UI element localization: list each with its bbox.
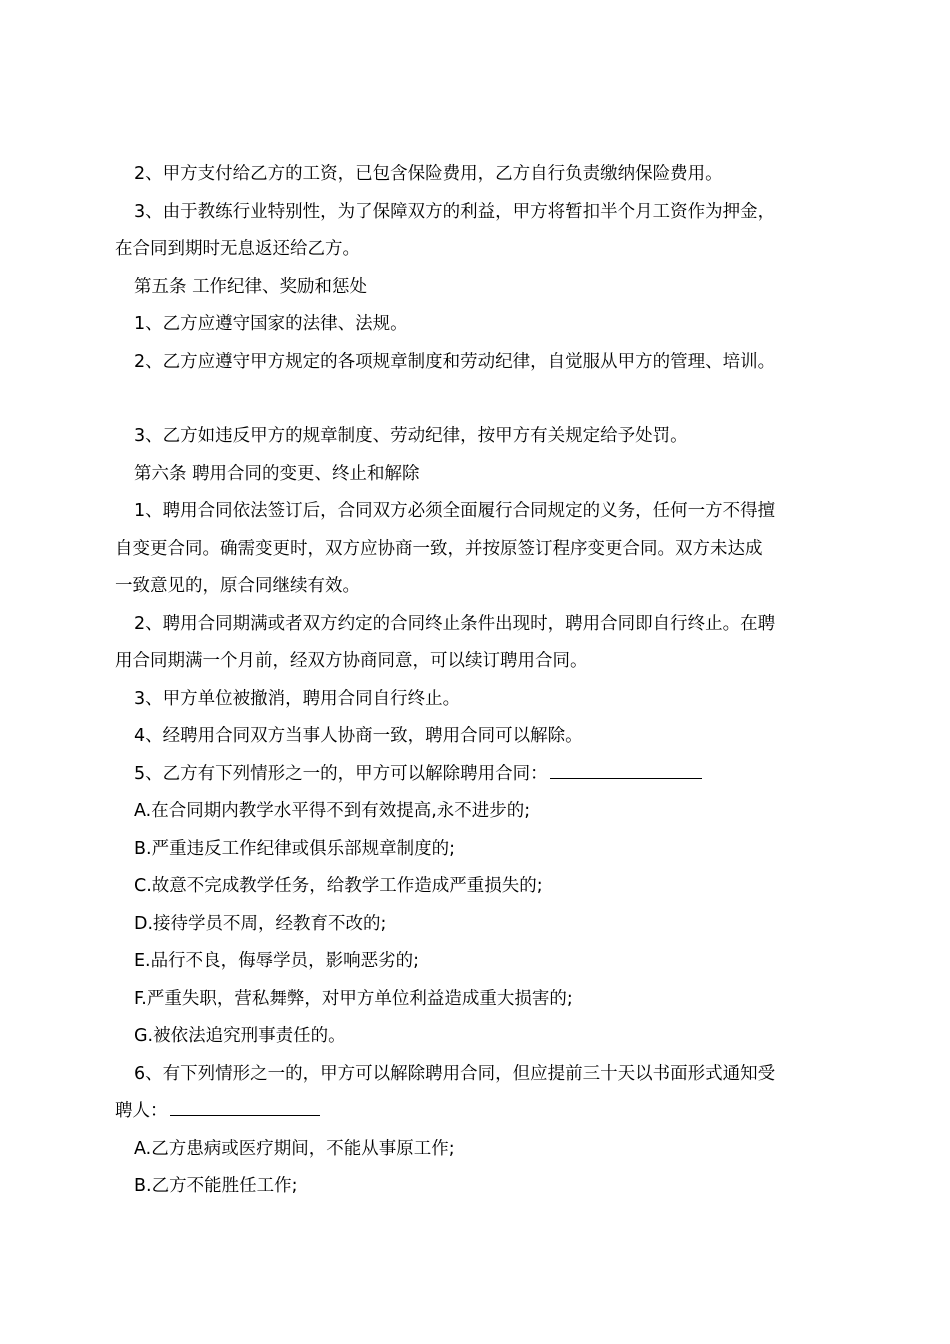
list-item-e: E.品行不良，侮辱学员，影响恶劣的; <box>134 951 420 971</box>
list-item-b: B.严重违反工作纪律或俱乐部规章制度的; <box>134 838 455 859</box>
paragraph-line: 一致意见的，原合同继续有效。 <box>115 576 360 596</box>
paragraph-line: 在合同到期时无息返还给乙方。 <box>115 239 360 259</box>
paragraph-clause-6-item-3: 3、甲方单位被撤消，聘用合同自行终止。 <box>134 688 461 709</box>
paragraph-clause-6-item-5 <box>115 756 837 794</box>
paragraph-text: 聘人： <box>115 1101 168 1121</box>
paragraph-text: 5、乙方有下列情形之一的，甲方可以解除聘用合同： <box>134 763 548 784</box>
list-item-a: A.乙方患病或医疗期间，不能从事原工作; <box>134 1138 455 1159</box>
paragraph-clause-5-item-2: 2、乙方应遵守甲方规定的各项规章制度和劳动纪律，自觉服从甲方的管理、培训。 <box>134 351 776 372</box>
list-item-g: G.被依法追究刑事责任的。 <box>134 1026 346 1046</box>
paragraph-line: 3、由于教练行业特别性，为了保障双方的利益，甲方将暂扣半个月工资作为押金， <box>134 201 776 222</box>
paragraph-line: 用合同期满一个月前，经双方协商同意，可以续订聘用合同。 <box>115 651 588 671</box>
paragraph-line <box>115 1093 837 1131</box>
paragraph-clause-6-item-1 <box>115 493 837 606</box>
paragraph-line: 自变更合同。确需变更时，双方应协商一致，并按原签订程序变更合同。双方未达成 <box>115 538 763 559</box>
list-item-b: B.乙方不能胜任工作; <box>134 1176 298 1196</box>
paragraph-line: 6、有下列情形之一的，甲方可以解除聘用合同，但应提前三十天以书面形式通知受 <box>134 1063 776 1084</box>
section-heading-article-6: 第六条 聘用合同的变更、终止和解除 <box>134 463 420 484</box>
fill-in-blank[interactable] <box>550 758 702 778</box>
paragraph-clause-6-item-6 <box>115 1056 837 1131</box>
paragraph-clause-5-item-3: 3、乙方如违反甲方的规章制度、劳动纪律，按甲方有关规定给予处罚。 <box>134 426 688 446</box>
section-heading-article-5: 第五条 工作纪律、奖励和惩处 <box>134 276 368 297</box>
paragraph-clause-4-item-3 <box>115 194 837 269</box>
list-item-f: F.严重失职，营私舞弊，对甲方单位利益造成重大损害的; <box>134 988 573 1009</box>
list-item-c: C.故意不完成教学任务，给教学工作造成严重损失的; <box>134 876 543 896</box>
paragraph-line: 2、聘用合同期满或者双方约定的合同终止条件出现时，聘用合同即自行终止。在聘 <box>134 613 776 634</box>
list-item-d: D.接待学员不周，经教育不改的; <box>134 913 387 934</box>
fill-in-blank[interactable] <box>170 1096 320 1116</box>
list-item-a: A.在合同期内教学水平得不到有效提高,永不进步的; <box>134 801 531 821</box>
paragraph-clause-6-item-4: 4、经聘用合同双方当事人协商一致，聘用合同可以解除。 <box>134 726 583 746</box>
document-body <box>115 156 837 1206</box>
paragraph-clause-6-item-2 <box>115 606 837 681</box>
paragraph-clause-5-item-1: 1、乙方应遵守国家的法律、法规。 <box>134 314 408 334</box>
paragraph-clause-4-item-2: 2、甲方支付给乙方的工资，已包含保险费用，乙方自行负责缴纳保险费用。 <box>134 164 723 184</box>
paragraph-line: 1、聘用合同依法签订后，合同双方必须全面履行合同规定的义务，任何一方不得擅 <box>134 501 776 521</box>
